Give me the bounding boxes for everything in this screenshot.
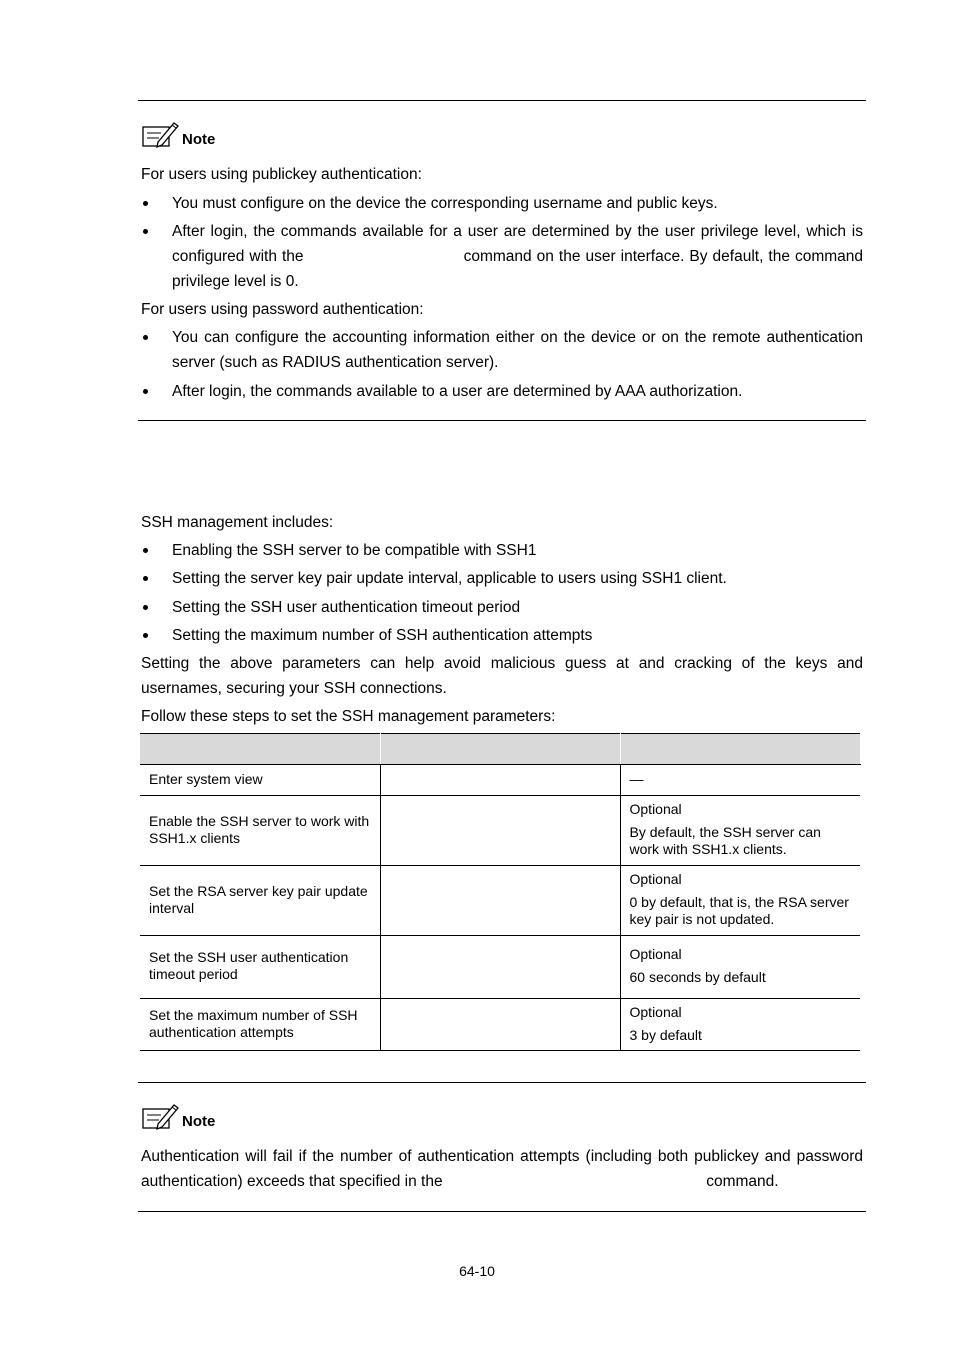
command-cell [380, 765, 620, 796]
note2-text [141, 1144, 863, 1194]
list-item-text: Setting the SSH user authentication timeout period [172, 599, 521, 616]
remark-detail: By default, the SSH server can work with SSH1.x clients. [629, 824, 821, 857]
table-row [140, 765, 860, 796]
bullet [143, 201, 148, 206]
list-item-text: After login, the commands available to a user are determined by AAA authorization. [172, 383, 743, 400]
list-item-text: Enabling the SSH server to be compatible with SSH1 [172, 542, 537, 559]
table-header-cell [380, 734, 620, 765]
step-cell: Set the maximum number of SSH authentication attempts [140, 999, 380, 1051]
table-row [140, 999, 860, 1051]
command-cell [380, 999, 620, 1051]
bullet [143, 605, 148, 610]
remark-optional: Optional [629, 1003, 682, 1020]
command-cell [380, 796, 620, 866]
bullet [143, 389, 148, 394]
bullet [143, 576, 148, 581]
step-cell: Enable the SSH server to work with SSH1.x clients [140, 796, 380, 866]
bullet [143, 335, 148, 340]
note2-text-part1: Authentication will fail if the number of authentication attempts (including both publickey and password authentication) exceeds that specified in the [141, 1148, 863, 1190]
remark-detail: 60 seconds by default [629, 969, 766, 985]
section-paragraph: Setting the above parameters can help avoid malicious guess at and cracking of the keys and usernames, securing your SSH connections. [141, 655, 863, 697]
list-item-text-part2: command on the user interface. By default, the command privilege level is 0. [172, 248, 864, 290]
note2-text-part2: command. [706, 1173, 779, 1190]
remark-optional: Optional [629, 801, 682, 817]
note-label: Note [182, 131, 216, 148]
steps-table [140, 733, 861, 1051]
table-row [140, 936, 860, 999]
note-bottom-rule [138, 420, 866, 421]
table-row [140, 796, 860, 866]
command-cell [380, 866, 620, 936]
page-number: 64-10 [459, 1263, 495, 1279]
note-label: Note [182, 1113, 216, 1130]
table-row [140, 866, 860, 936]
list-item-text: Setting the server key pair update interval, applicable to users using SSH1 client. [172, 570, 727, 587]
section-follow-text: Follow these steps to set the SSH management parameters: [141, 708, 556, 725]
table-header-cell [620, 734, 860, 765]
list-item-text-part1: After login, the commands available for a user are determined by the user privilege level, which is configured with the [172, 223, 863, 265]
table-header-row [140, 734, 860, 765]
note-password-intro: For users using password authentication: [141, 301, 424, 318]
remark-cell [620, 999, 860, 1051]
note-pencil-icon [141, 120, 181, 150]
command-cell [380, 936, 620, 999]
remark-optional: Optional [629, 946, 682, 962]
remark-optional: Optional [629, 871, 682, 887]
list-item-text: Setting the maximum number of SSH authentication attempts [172, 627, 593, 644]
step-cell: Set the RSA server key pair update interval [140, 866, 380, 936]
remark-cell [620, 936, 860, 999]
remark-detail: 3 by default [629, 1026, 702, 1043]
remark-cell: — [620, 765, 860, 796]
list-item-text [172, 219, 863, 294]
note2-bottom-rule [138, 1211, 866, 1212]
note-publickey-intro: For users using publickey authentication: [141, 166, 422, 183]
step-cell: Enter system view [140, 765, 380, 796]
note-top-rule [138, 100, 866, 101]
bullet [143, 633, 148, 638]
table-header-cell [140, 734, 380, 765]
remark-cell [620, 796, 860, 866]
bullet [143, 229, 148, 234]
list-item-text: You must configure on the device the corresponding username and public keys. [172, 195, 718, 212]
list-item-text: You can configure the accounting information either on the device or on the remote authentication server (such as RADIUS authentication server). [172, 329, 863, 371]
section-intro: SSH management includes: [141, 514, 334, 531]
remark-cell [620, 866, 860, 936]
bullet [143, 548, 148, 553]
note-pencil-icon [141, 1102, 181, 1132]
remark-detail: 0 by default, that is, the RSA server key pair is not updated. [629, 894, 849, 927]
note2-top-rule [138, 1082, 866, 1083]
step-cell: Set the SSH user authentication timeout period [140, 936, 380, 999]
